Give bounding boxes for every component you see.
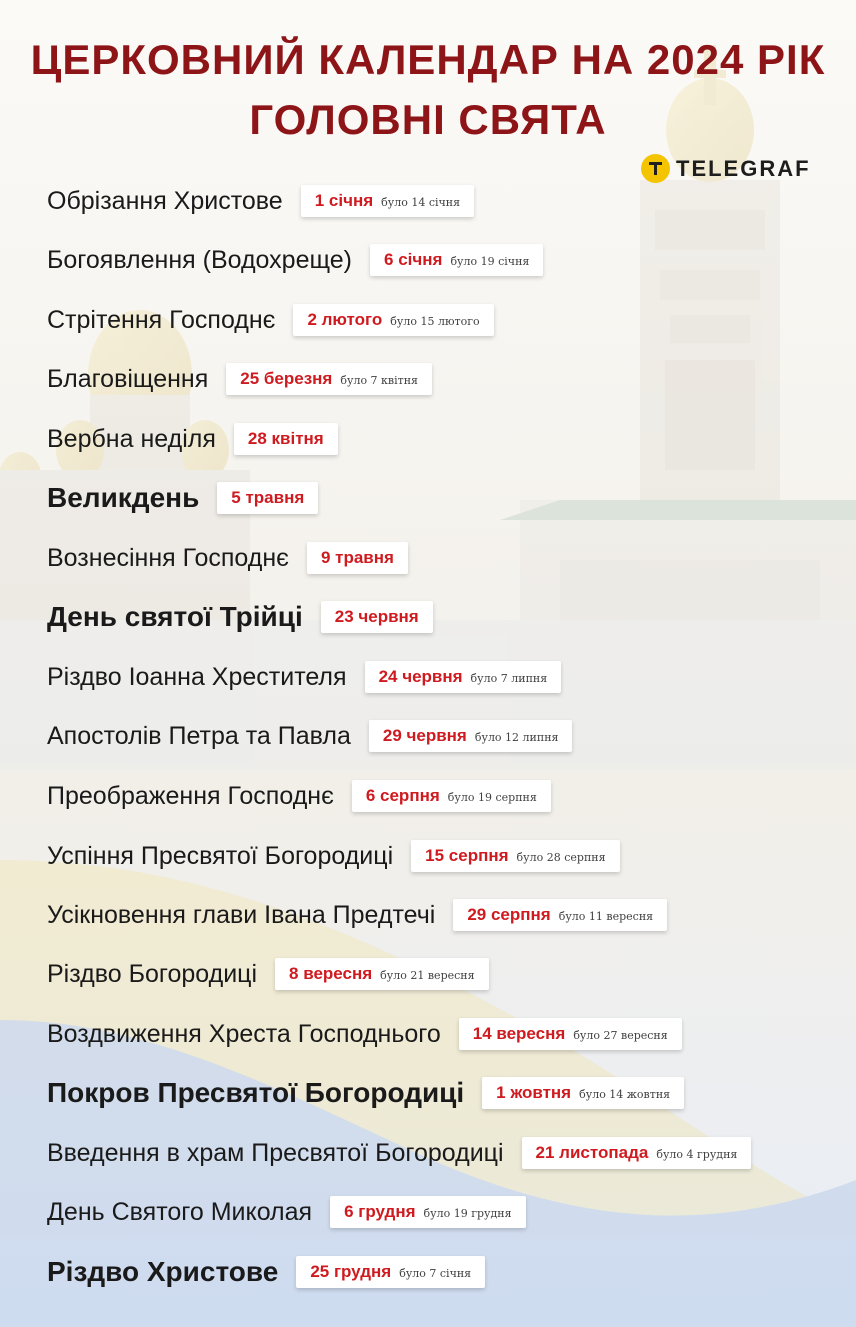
holiday-new-date: 1 жовтня (496, 1083, 572, 1102)
holiday-old-date: було 28 серпня (516, 851, 606, 864)
holiday-row (47, 657, 561, 697)
holiday-name: День святої Трійці (47, 601, 303, 632)
holiday-new-date: 8 вересня (289, 964, 373, 983)
holiday-name: Успіння Пресвятої Богородиці (47, 841, 394, 870)
holiday-new-date: 28 квітня (247, 429, 324, 448)
holiday-name: Воздвиження Хреста Господнього (47, 1019, 441, 1048)
holiday-name: День Святого Миколая (47, 1197, 313, 1226)
holiday-row (47, 359, 432, 399)
holiday-new-date: 6 січня (384, 250, 443, 269)
holiday-name: Різдво Богородиці (47, 959, 258, 988)
holiday-date-box (369, 720, 573, 752)
holiday-name: Вербна неділя (47, 424, 216, 453)
holiday-name: Усікновення глави Івана Предтечі (47, 900, 436, 929)
holiday-old-date: було 14 січня (381, 196, 461, 209)
holiday-date-box (330, 1196, 525, 1228)
holiday-row (47, 419, 338, 459)
holiday-row (47, 716, 572, 756)
holiday-new-date: 6 серпня (365, 786, 440, 805)
holiday-row (47, 478, 318, 518)
holiday-new-date: 5 травня (231, 488, 305, 507)
holiday-new-date: 14 вересня (472, 1024, 566, 1043)
holiday-new-date: 1 січня (314, 191, 374, 210)
holiday-new-date: 25 березня (240, 369, 333, 388)
main-title-line-2: ГОЛОВНІ СВЯТА (249, 96, 607, 143)
holiday-date-box (293, 304, 493, 336)
telegraf-logo (641, 154, 811, 183)
holiday-old-date: було 11 вересня (558, 910, 654, 923)
holiday-name: Богоявлення (Водохреще) (47, 245, 353, 274)
holiday-date-box (411, 840, 619, 872)
holiday-old-date: було 15 лютого (390, 315, 480, 328)
holiday-old-date: було 4 грудня (656, 1148, 738, 1161)
holiday-date-box (321, 601, 433, 633)
holiday-name: Різдво Христове (47, 1256, 279, 1287)
holiday-row (47, 597, 433, 637)
holiday-date-box (234, 423, 338, 455)
holiday-new-date: 24 червня (378, 667, 463, 686)
holiday-old-date: було 14 жовтня (579, 1088, 671, 1101)
holiday-name: Апостолів Петра та Павла (47, 721, 351, 750)
holiday-row (47, 1192, 526, 1232)
holiday-date-box (482, 1077, 684, 1109)
holiday-name: Благовіщення (47, 364, 209, 393)
holiday-row (47, 836, 620, 876)
holiday-new-date: 29 червня (382, 726, 467, 745)
holiday-old-date: було 19 серпня (447, 791, 537, 804)
holiday-old-date: було 7 січня (399, 1267, 472, 1280)
holiday-row (47, 240, 543, 280)
holiday-date-box (370, 244, 543, 276)
holiday-new-date: 21 листопада (535, 1143, 649, 1162)
holiday-new-date: 9 травня (320, 548, 394, 567)
holiday-date-box (352, 780, 551, 812)
holiday-date-box (453, 899, 667, 931)
holiday-row (47, 954, 489, 994)
holiday-row (47, 1073, 684, 1113)
holiday-date-box (459, 1018, 682, 1050)
holiday-date-box (301, 185, 474, 217)
holiday-date-box (275, 958, 489, 990)
holiday-name: Різдво Іоанна Хрестителя (47, 662, 347, 691)
holiday-old-date: було 27 вересня (573, 1029, 668, 1042)
main-title-line-1: ЦЕРКОВНИЙ КАЛЕНДАР НА 2024 РІК (30, 36, 826, 83)
holiday-row (47, 1133, 751, 1173)
holiday-row (47, 1252, 485, 1292)
holiday-row (47, 538, 408, 578)
holiday-date-box (226, 363, 432, 395)
holiday-row (47, 776, 551, 816)
holiday-old-date: було 7 квітня (340, 374, 418, 387)
holiday-name: Покров Пресвятої Богородиці (47, 1077, 465, 1108)
holiday-row (47, 181, 474, 221)
holiday-date-box (307, 542, 408, 574)
holiday-old-date: було 19 січня (450, 255, 530, 268)
holiday-old-date: було 12 липня (474, 731, 559, 744)
holiday-new-date: 2 лютого (307, 310, 383, 329)
telegraf-logo-text: TELEGRAF (676, 155, 811, 181)
holiday-new-date: 15 серпня (425, 846, 509, 865)
holiday-name: Обрізання Христове (47, 186, 283, 215)
holiday-old-date: було 7 липня (470, 672, 548, 685)
holiday-name: Введення в храм Пресвятої Богородиці (47, 1138, 504, 1167)
holiday-date-box (217, 482, 318, 514)
holiday-new-date: 23 червня (334, 607, 419, 626)
holiday-date-box (296, 1256, 485, 1288)
holiday-old-date: було 19 грудня (423, 1207, 512, 1220)
telegraf-logo-icon (641, 154, 670, 183)
holiday-row (47, 895, 667, 935)
holiday-new-date: 29 серпня (467, 905, 551, 924)
holiday-name: Вознесіння Господнє (47, 543, 289, 572)
holiday-date-box (522, 1137, 752, 1169)
holiday-name: Преображення Господнє (47, 781, 334, 810)
holiday-old-date: було 21 вересня (380, 969, 475, 982)
holiday-new-date: 6 грудня (344, 1202, 416, 1221)
holiday-name: Стрітення Господнє (47, 305, 276, 334)
holiday-row (47, 1014, 682, 1054)
holiday-row (47, 300, 494, 340)
holiday-date-box (365, 661, 562, 693)
holiday-name: Великдень (47, 482, 200, 513)
holiday-new-date: 25 грудня (310, 1262, 392, 1281)
